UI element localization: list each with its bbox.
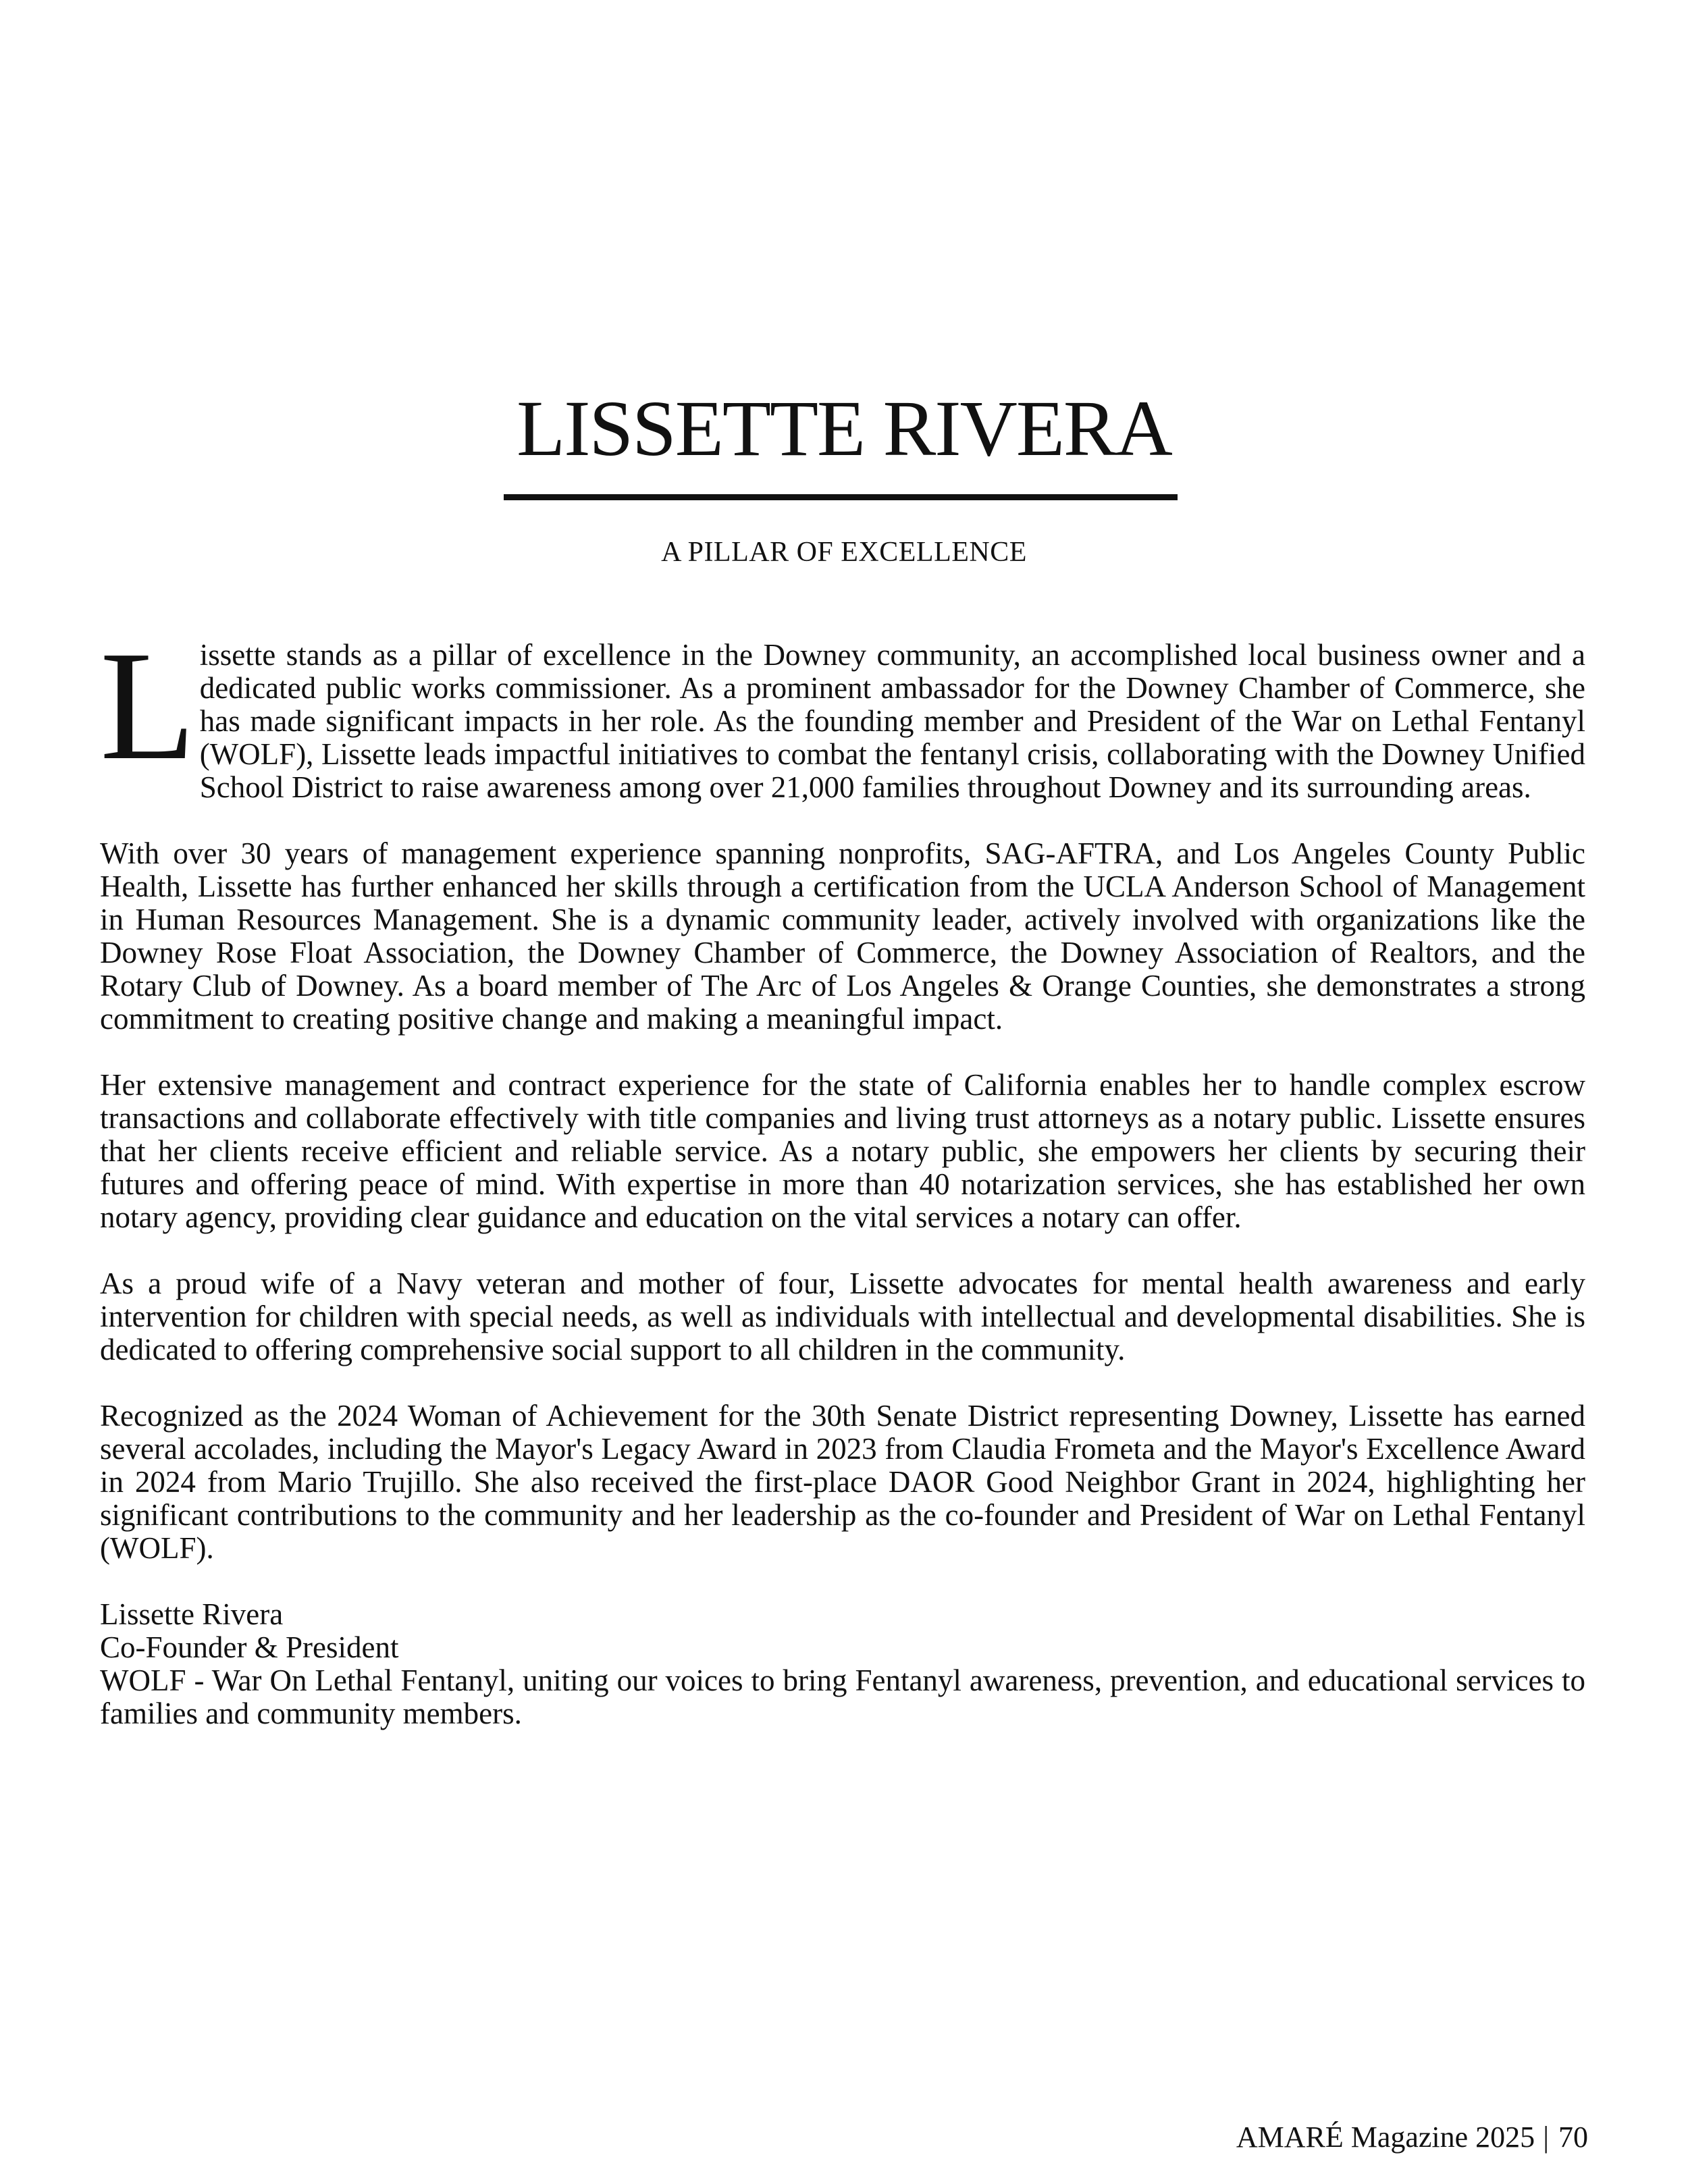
publication-name: AMARÉ Magazine 2025 [1236, 2121, 1535, 2154]
article-paragraph-2: With over 30 years of management experience spanning nonprofits, SAG-AFTRA, and Los Angeles County Public Health, Lissette has further enhanced her skills through a certification from the UCLA Anderson School of Management in Human Resources Management. She is a dynamic community leader, actively involved with organizations like the Downey Rose Float Association, the Downey Chamber of Commerce, the Downey Association of Realtors, and the Rotary Club of Downey. As a board member of The Arc of Los Angeles & Orange Counties, she demonstrates a strong commitment to creating positive change and making a meaningful impact. [100, 836, 1585, 1036]
paragraph-1-text: issette stands as a pillar of excellence in the Downey community, an accomplished local business owner and a dedicated public works commissioner. As a prominent ambassador for the Downey Chamber of Commerce, she has made significant impacts in her role. As the founding member and President of the War on Lethal Fentanyl (WOLF), Lissette leads impactful initiatives to combat the fentanyl crisis, collaborating with the Downey Unified School District to raise awareness among over 21,000 families throughout Downey and its surrounding areas. [199, 638, 1585, 804]
page-title: LISSETTE RIVERA [517, 384, 1171, 473]
article-paragraph-5: Recognized as the 2024 Woman of Achievement for the 30th Senate District representing Downey, Lissette has earned several accolades, including the Mayor's Legacy Award in 2023 from Claudia Frometa and the Mayor's Excellence Award in 2024 from Mario Trujillo. She also received the first-place DAOR Good Neighbor Grant in 2024, highlighting her significant contributions to the community and her leadership as the co-founder and President of War on Lethal Fentanyl (WOLF). [100, 1399, 1585, 1565]
article-paragraph-1 [100, 619, 1585, 804]
signature-block [100, 1598, 1585, 1730]
article-body [100, 619, 1585, 1730]
title-underline-divider [504, 494, 1178, 500]
page-footer [1236, 2119, 1588, 2156]
page-number: 70 [1558, 2121, 1588, 2154]
article-paragraph-4: As a proud wife of a Navy veteran and mother of four, Lissette advocates for mental health awareness and early intervention for children with special needs, as well as individuals with intellectual and developmental disabilities. She is dedicated to offering comprehensive social support to all children in the community. [100, 1267, 1585, 1366]
footer-divider: | [1543, 2121, 1549, 2154]
signature-name: Lissette Rivera [100, 1597, 284, 1631]
page-subtitle: A PILLAR OF EXCELLENCE [661, 537, 1027, 568]
signature-role: Co-Founder & President [100, 1630, 399, 1664]
drop-cap: L [100, 619, 196, 793]
article-paragraph-3: Her extensive management and contract experience for the state of California enables her to handle complex escrow transactions and collaborate effectively with title companies and living trust attorneys as a notary public. Lissette ensures that her clients receive efficient and reliable service. As a notary public, she empowers her clients by securing their futures and offering peace of mind. With expertise in more than 40 notarization services, she has established her own notary agency, providing clear guidance and education on the vital services a notary can offer. [100, 1068, 1585, 1234]
signature-organization: WOLF - War On Lethal Fentanyl, uniting our voices to bring Fentanyl awareness, prevention, and educational services to families and community members. [100, 1663, 1585, 1730]
